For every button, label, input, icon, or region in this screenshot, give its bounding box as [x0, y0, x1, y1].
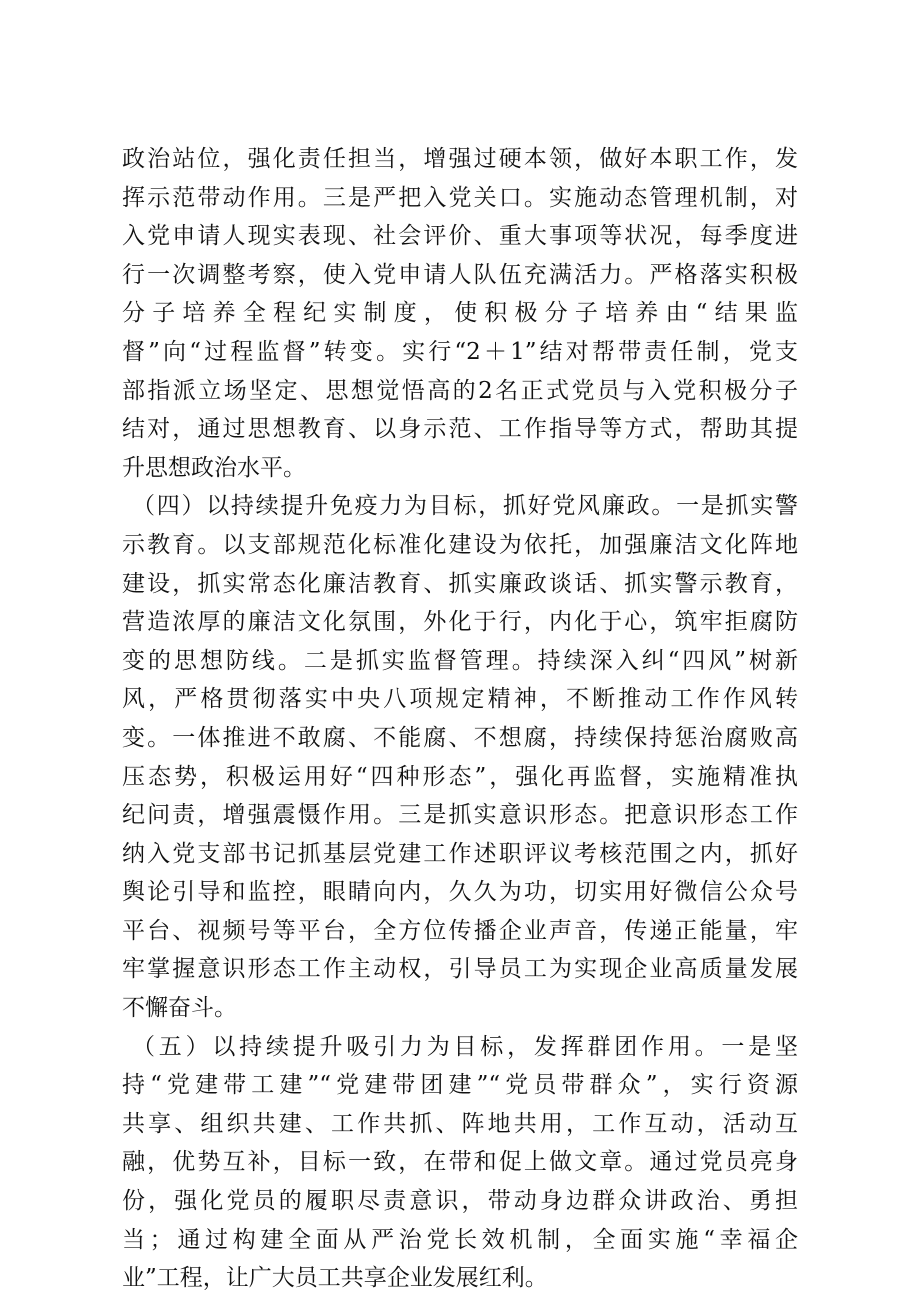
- text-line: 当；通过构建全面从严治党长效机制，全面实施“幸福企: [122, 1226, 798, 1253]
- text-line: 份，强化党员的履职尽责意识，带动身边群众讲政治、勇担: [122, 1188, 798, 1215]
- text-line: 部指派立场坚定、思想觉悟高的2名正式党员与入党积极分子: [122, 377, 798, 404]
- text-line: 牢掌握意识形态工作主动权，引导员工为实现企业高质量发展: [122, 956, 798, 983]
- text-line: 分子培养全程纪实制度，使积极分子培养由“结果监: [122, 300, 798, 327]
- text-line: 政治站位，强化责任担当，增强过硬本领，做好本职工作，发: [122, 146, 798, 172]
- text-line: 风，严格贯彻落实中央八项规定精神，不断推动工作作风转: [122, 686, 798, 713]
- paragraph-section-5: [122, 1028, 798, 1298]
- text-line: 营造浓厚的廉洁文化氛围，外化于行，内化于心，筑牢拒腐防: [122, 609, 798, 636]
- text-line: 行一次调整考察，使入党申请人队伍充满活力。严格落实积极: [122, 261, 798, 288]
- text-line: 入党申请人现实表现、社会评价、重大事项等状况，每季度进: [122, 223, 798, 250]
- paragraph-section-4: [122, 487, 798, 1027]
- section-heading-line: （四）以持续提升免疫力为目标，抓好党风廉政。一是抓实警: [132, 493, 798, 520]
- paragraph-continuation: [122, 140, 798, 487]
- text-line: 挥示范带动作用。三是严把入党关口。实施动态管理机制，对: [122, 184, 798, 211]
- text-line: 压态势，积极运用好“四种形态”，强化再监督，实施精准执: [122, 763, 798, 790]
- text-line: 融，优势互补，目标一致，在带和促上做文章。通过党员亮身: [122, 1149, 798, 1176]
- text-line: 不懈奋斗。: [122, 995, 237, 1022]
- text-line: 业”工程，让广大员工共享企业发展红利。: [122, 1265, 548, 1292]
- document-body: [122, 140, 798, 1298]
- text-line: 纪问责，增强震慑作用。三是抓实意识形态。把意识形态工作: [122, 802, 798, 829]
- text-line: 督”向“过程监督”转变。实行“2＋1”结对帮带责任制，党支: [122, 338, 798, 365]
- text-line: 共享、组织共建、工作共抓、阵地共用，工作互动，活动互: [122, 1110, 798, 1137]
- section-heading-line: （五）以持续提升吸引力为目标，发挥群团作用。一是坚: [132, 1033, 798, 1060]
- text-line: 结对，通过思想教育、以身示范、工作指导等方式，帮助其提: [122, 416, 798, 443]
- text-line: 变。一体推进不敢腐、不能腐、不想腐，持续保持惩治腐败高: [122, 724, 798, 751]
- text-line: 升思想政治水平。: [122, 454, 306, 481]
- text-line: 平台、视频号等平台，全方位传播企业声音，传递正能量，牢: [122, 917, 798, 944]
- text-line: 变的思想防线。二是抓实监督管理。持续深入纠“四风”树新: [122, 647, 798, 674]
- text-line: 持“党建带工建”“党建带团建”“党员带群众”，实行资源: [122, 1072, 798, 1099]
- text-line: 纳入党支部书记抓基层党建工作述职评议考核范围之内，抓好: [122, 840, 798, 867]
- text-line: 建设，抓实常态化廉洁教育、抓实廉政谈话、抓实警示教育，: [122, 570, 798, 597]
- text-line: 示教育。以支部规范化标准化建设为依托，加强廉洁文化阵地: [122, 531, 798, 558]
- text-line: 舆论引导和监控，眼睛向内，久久为功，切实用好微信公众号: [122, 879, 798, 906]
